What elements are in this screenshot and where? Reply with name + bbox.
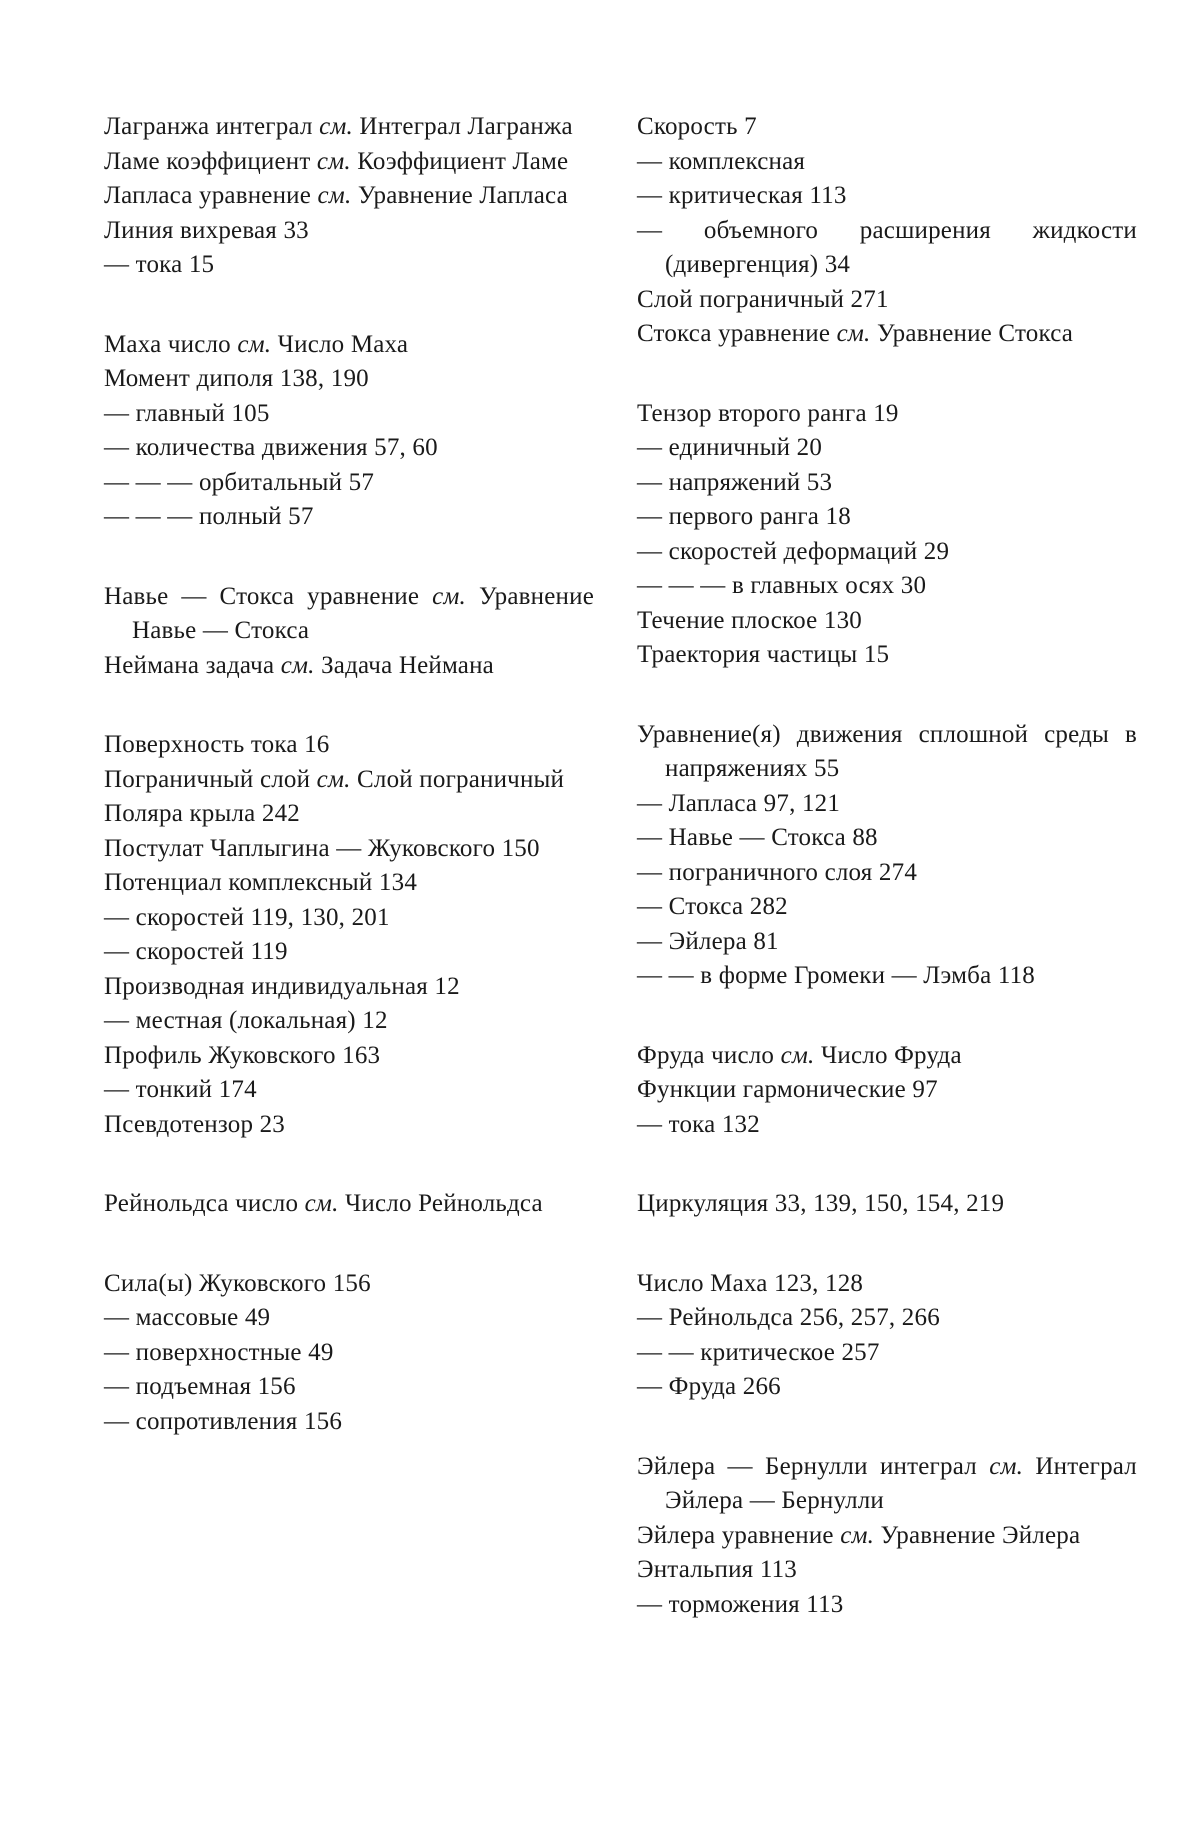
index-section xyxy=(637,718,1137,994)
index-entry: Тензор второго ранга 19 xyxy=(637,399,899,427)
see-reference: см. xyxy=(836,320,871,347)
index-entry: — поверхностные 49 xyxy=(104,1338,334,1366)
index-entry: Рейнольдса число см. Число Рейнольдса xyxy=(104,1190,543,1217)
index-section xyxy=(104,728,594,1142)
index-entry: Момент диполя 138, 190 xyxy=(104,365,369,392)
index-section xyxy=(637,110,1137,352)
index-entry: — сопротивления 156 xyxy=(104,1407,343,1435)
index-section xyxy=(104,580,594,684)
see-reference: см. xyxy=(319,113,353,140)
index-entry: Траектория частицы 15 xyxy=(637,641,890,668)
index-entry: Стокса уравнение см. Уравнение Стокса xyxy=(637,320,1074,347)
index-entry: — скоростей 119 xyxy=(104,938,288,965)
index-entry: — Навье — Стокса 88 xyxy=(637,824,878,851)
index-entry: Течение плоское 130 xyxy=(637,606,862,634)
index-entry: Эйлера уравнение см. Уравнение Эйлера xyxy=(637,1521,1081,1549)
see-reference: см. xyxy=(317,182,352,209)
index-entry: — подъемная 156 xyxy=(104,1373,296,1400)
index-entry: — единичный 20 xyxy=(637,434,823,461)
see-reference: см. xyxy=(237,330,272,358)
index-entry: Эйлера — Бернулли интеграл см. Интеграл Эйлера — Бернулли xyxy=(637,1452,1137,1514)
index-section xyxy=(637,1187,1137,1222)
index-entry: Неймана задача см. Задача Неймана xyxy=(104,651,494,679)
index-entry: Линия вихревая 33 xyxy=(104,216,309,244)
index-entry: — напряжений 53 xyxy=(637,468,833,496)
index-entry: Профиль Жуковского 163 xyxy=(104,1041,381,1069)
index-entry: Уравнение(я) движения сплошной среды в напряжениях 55 xyxy=(637,720,1137,782)
index-entry: — местная (локальная) 12 xyxy=(104,1007,388,1034)
index-section xyxy=(104,110,594,283)
index-entry: — скоростей 119, 130, 201 xyxy=(104,903,390,931)
index-entry: Навье — Стокса уравнение см. Уравнение Навье — Стокса xyxy=(104,582,594,644)
index-entry: — Лапласа 97, 121 xyxy=(637,789,841,817)
index-section xyxy=(104,1187,594,1222)
index-entry: Лагранжа интеграл см. Интеграл Лагранжа xyxy=(104,113,573,140)
index-entry: Скорость 7 xyxy=(637,113,757,140)
index-section xyxy=(104,1267,594,1440)
see-reference: см. xyxy=(316,765,351,793)
index-entry: Пограничный слой см. Слой пограничный xyxy=(104,765,565,793)
index-entry: Число Маха 123, 128 xyxy=(637,1269,864,1297)
index-entry: Функции гармонические 97 xyxy=(637,1076,938,1103)
index-entry: — — в форме Громеки — Лэмба 118 xyxy=(637,962,1036,989)
index-entry: — критическая 113 xyxy=(637,182,847,209)
index-entry: — — — полный 57 xyxy=(104,503,314,530)
index-entry: Псевдотензор 23 xyxy=(104,1110,286,1138)
index-entry: — объемного расширения жидкости (дивергенция) 34 xyxy=(637,216,1137,278)
index-entry: Потенциал комплексный 134 xyxy=(104,869,418,896)
index-entry: — количества движения 57, 60 xyxy=(104,434,438,461)
index-entry: — Фруда 266 xyxy=(637,1373,781,1400)
index-column-left xyxy=(104,110,594,1484)
see-reference: см. xyxy=(989,1452,1024,1480)
index-entry: — скоростей деформаций 29 xyxy=(637,537,950,565)
index-entry: — — — в главных осях 30 xyxy=(637,572,927,599)
index-entry: — первого ранга 18 xyxy=(637,503,851,530)
see-reference: см. xyxy=(840,1521,875,1549)
index-section xyxy=(637,1039,1137,1143)
index-entry: Постулат Чаплыгина — Жуковского 150 xyxy=(104,834,540,862)
index-section xyxy=(637,1450,1137,1623)
index-section xyxy=(637,1267,1137,1405)
index-entry: — Эйлера 81 xyxy=(637,927,779,955)
index-entry: — — критическое 257 xyxy=(637,1338,880,1366)
index-entry: Производная индивидуальная 12 xyxy=(104,972,460,1000)
index-entry: — тока 15 xyxy=(104,251,215,278)
index-section xyxy=(637,397,1137,673)
see-reference: см. xyxy=(780,1041,815,1069)
index-entry: — — — орбитальный 57 xyxy=(104,468,375,496)
index-entry: Лапласа уравнение см. Уравнение Лапласа xyxy=(104,182,568,209)
index-entry: Циркуляция 33, 139, 150, 154, 219 xyxy=(637,1190,1005,1217)
index-entry: Энтальпия 113 xyxy=(637,1556,797,1583)
index-entry: — Рейнольдса 256, 257, 266 xyxy=(637,1304,940,1331)
index-entry: — главный 105 xyxy=(104,399,270,427)
see-reference: см. xyxy=(316,147,351,175)
index-entry: — тока 132 xyxy=(637,1110,760,1138)
see-reference: см. xyxy=(432,582,467,610)
index-entry: — пограничного слоя 274 xyxy=(637,858,918,886)
index-entry: — массовые 49 xyxy=(104,1304,271,1331)
index-entry: Фруда число см. Число Фруда xyxy=(637,1041,962,1069)
index-entry: — тонкий 174 xyxy=(104,1076,257,1103)
see-reference: см. xyxy=(304,1190,339,1217)
index-entry: Маха число см. Число Маха xyxy=(104,330,409,358)
index-entry: Ламе коэффициент см. Коэффициент Ламе xyxy=(104,147,569,175)
index-column-right xyxy=(637,110,1137,1667)
index-entry: — комплексная xyxy=(637,147,806,175)
index-entry: Поверхность тока 16 xyxy=(104,731,330,758)
index-entry: Сила(ы) Жуковского 156 xyxy=(104,1269,371,1297)
index-entry: — Стокса 282 xyxy=(637,893,788,920)
index-entry: Слой пограничный 271 xyxy=(637,285,889,313)
index-entry: — торможения 113 xyxy=(637,1590,844,1618)
see-reference: см. xyxy=(280,651,315,679)
index-entry: Поляра крыла 242 xyxy=(104,800,301,827)
index-section xyxy=(104,328,594,535)
